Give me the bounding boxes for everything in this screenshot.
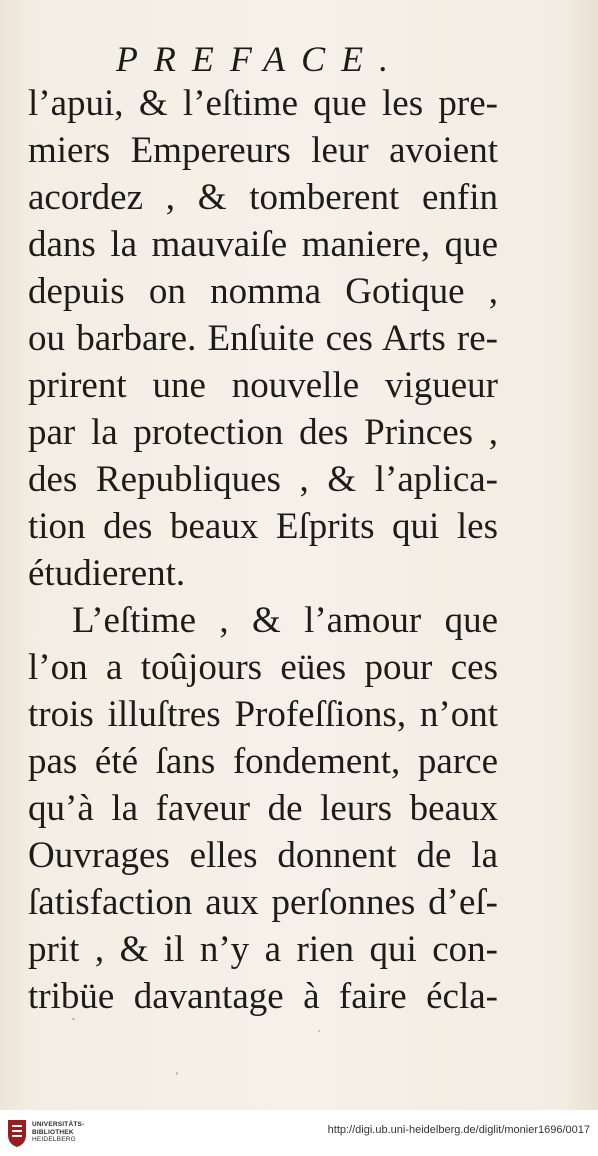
text-line: miers Empereurs leur avoient (28, 130, 498, 171)
paper-speck (176, 1072, 178, 1075)
text-line: depuis on nomma Gotique , (28, 271, 498, 312)
text-line: tribüe davantage à faire écla- (28, 976, 498, 1017)
source-url-link[interactable]: http://digi.ub.uni-heidelberg.de/diglit/monier1696/0017 (327, 1124, 590, 1136)
paper-speck (72, 1018, 75, 1020)
text-line: des Republiques , & l’aplica- (28, 459, 498, 500)
running-head: PREFACE. (115, 39, 405, 79)
text-line: tion des beaux Eſprits qui les (28, 506, 498, 547)
text-line: qu’à la faveur de leurs beaux (28, 788, 498, 829)
text-line: l’apui, & l’eſtime que les pre- (28, 83, 498, 124)
text-line: prirent une nouvelle vigueur (28, 365, 498, 406)
paper-speck (318, 1030, 320, 1032)
text-line: par la protection des Princes , (28, 412, 498, 453)
text-line: trois illuſtres Profeſſions, n’ont (28, 694, 498, 735)
text-line-paragraph-end: étudierent. (28, 553, 186, 594)
text-line: Ouvrages elles donnent de la (28, 835, 498, 876)
library-name: UNIVERSITÄTS- BIBLIOTHEK HEIDELBERG (32, 1121, 85, 1143)
text-line-paragraph-start: L’eſtime , & l’amour que (72, 600, 498, 641)
text-line: dans la mauvaiſe maniere, que (28, 224, 498, 265)
text-line: ſatisfaction aux perſonnes d’eſ- (28, 882, 498, 923)
digitization-footer (0, 1110, 598, 1156)
text-line: pas été ſans fondement, parce (28, 741, 498, 782)
text-line: ou barbare. Enſuite ces Arts re- (28, 318, 498, 359)
library-logo-icon (6, 1118, 28, 1148)
text-line: prit , & il n’y a rien qui con- (28, 929, 498, 970)
text-line: acordez , & tomberent enfin (28, 177, 498, 218)
body-text (28, 80, 498, 1020)
text-line: l’on a toûjours eües pour ces (28, 647, 498, 688)
